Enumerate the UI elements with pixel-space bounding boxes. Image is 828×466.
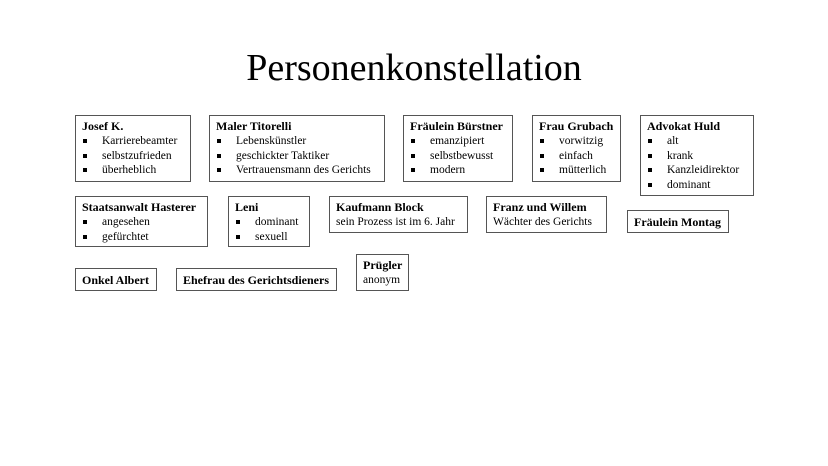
character-box-onkel-albert [75,268,157,291]
trait-item: selbstzufrieden [82,149,184,164]
character-name: Leni [235,200,259,214]
character-name: Fräulein Bürstner [410,119,503,133]
character-name: Ehefrau des Gerichtsdieners [183,273,329,287]
page-title: Personenkonstellation [246,47,582,89]
trait-item: Lebenskünstler [216,134,378,149]
trait-item: mütterlich [539,163,614,178]
character-box-josef-k [75,115,191,182]
character-box-frau-grubach [532,115,621,182]
trait-item: selbstbewusst [410,149,506,164]
character-name: Franz und Willem [493,200,587,214]
trait-item: dominant [235,215,303,230]
character-description: sein Prozess ist im 6. Jahr [336,216,455,228]
character-name: Staatsanwalt Hasterer [82,200,197,214]
character-name: Frau Grubach [539,119,614,133]
character-box-franz-und-willem [486,196,607,233]
trait-item: gefürchtet [82,230,201,245]
character-name: Prügler [363,258,403,272]
trait-item: geschickter Taktiker [216,149,378,164]
trait-item: einfach [539,149,614,164]
trait-list [539,134,614,178]
character-name: Maler Titorelli [216,119,292,133]
trait-item: Vertrauensmann des Gerichts [216,163,378,178]
character-box-leni [228,196,310,247]
trait-item: krank [647,149,747,164]
trait-item: Karrierebeamter [82,134,184,149]
trait-item: Kanzleidirektor [647,163,747,178]
trait-item: modern [410,163,506,178]
character-box-fraeulein-buerstner [403,115,513,182]
character-description: anonym [363,274,401,286]
trait-item: sexuell [235,230,303,245]
character-box-staatsanwalt-hasterer [75,196,208,247]
trait-list [82,215,201,244]
character-box-pruegler [356,254,409,291]
character-name: Advokat Huld [647,119,721,133]
character-name: Onkel Albert [82,273,150,287]
character-box-ehefrau-gerichtsdiener [176,268,337,291]
character-description: Wächter des Gerichts [493,216,592,228]
character-name: Fräulein Montag [634,215,721,229]
character-box-maler-titorelli [209,115,385,182]
character-box-advokat-huld [640,115,754,196]
character-name: Kaufmann Block [336,200,424,214]
trait-item: alt [647,134,747,149]
trait-list [82,134,184,178]
trait-item: überheblich [82,163,184,178]
trait-item: vorwitzig [539,134,614,149]
trait-item: dominant [647,178,747,193]
character-name: Josef K. [82,119,124,133]
character-box-fraeulein-montag [627,210,729,233]
trait-list [235,215,303,244]
trait-list [410,134,506,178]
trait-list [216,134,378,178]
trait-list [647,134,747,192]
trait-item: angesehen [82,215,201,230]
character-box-kaufmann-block [329,196,468,233]
trait-item: emanzipiert [410,134,506,149]
